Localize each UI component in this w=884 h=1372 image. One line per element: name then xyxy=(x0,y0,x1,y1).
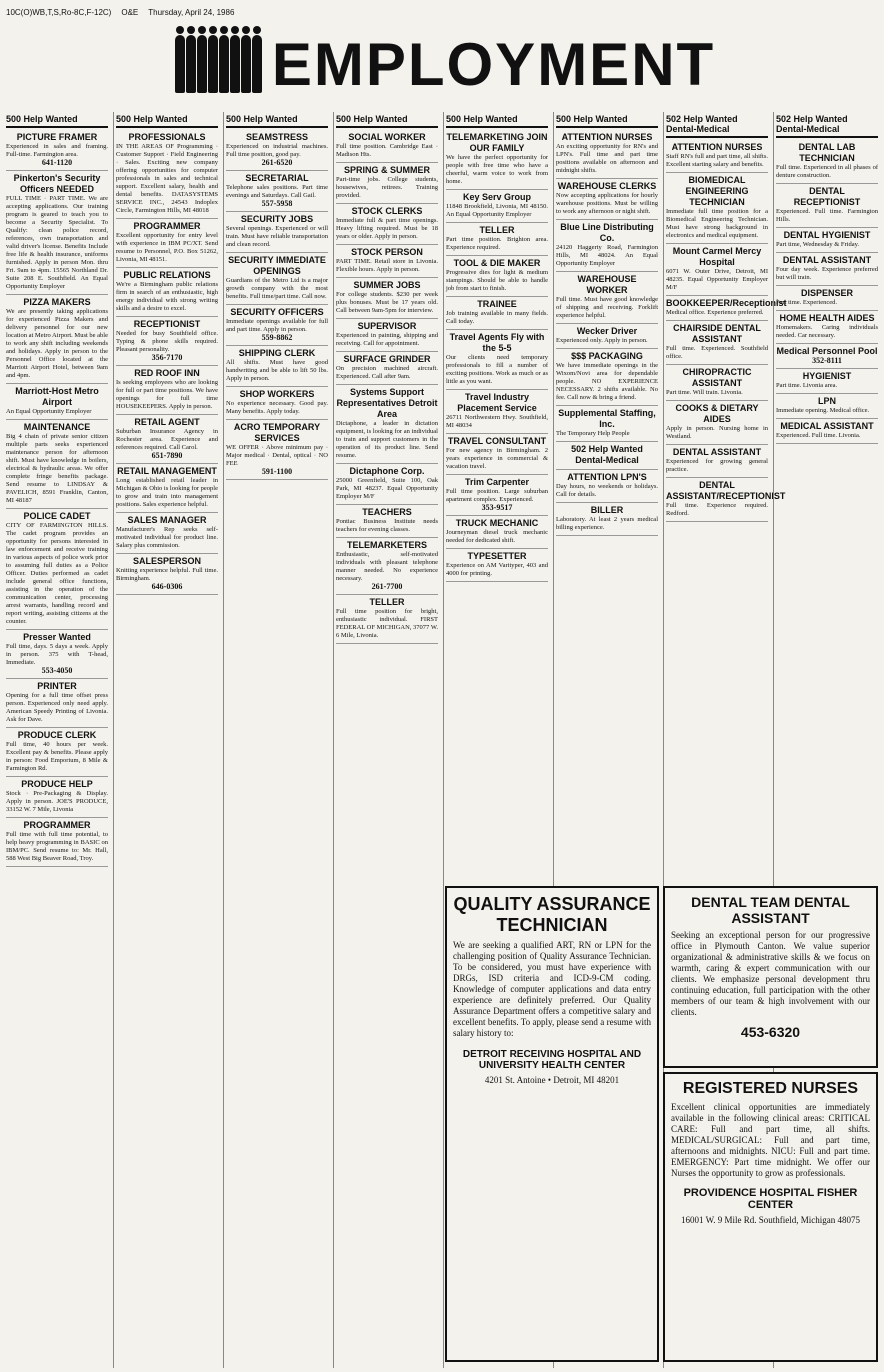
classified-ad xyxy=(226,171,328,212)
ad-body: Several openings. Experienced or will train. Must have reliable transportation and clean record. xyxy=(226,225,328,248)
ad-body: We have immediate openings in the Wixom/Novi area for dependable people. NO EXPERIENCE NECESSARY. 2 shifts available. No fee. Call now & bring a friend. xyxy=(556,362,658,401)
ad-title: Travel Agents Fly with the 5-5 xyxy=(449,332,545,353)
ad-title: TEACHERS xyxy=(362,507,412,517)
classified-ad xyxy=(336,204,438,245)
ad-phone: 646-0306 xyxy=(151,582,183,591)
ad-title: POLICE CADET xyxy=(23,511,91,521)
classified-ad xyxy=(6,818,108,867)
ad-body: Experienced for growing general practice. xyxy=(666,458,768,473)
ad-title: SHIPPING CLERK xyxy=(238,348,316,358)
classified-ad xyxy=(666,296,787,321)
ad-body: Full time, 40 hours per week. Excellent pay & benefits. Please apply in person: Food Emporium, 8 Mile & Farmington Rd. xyxy=(6,741,108,772)
ad-body: Telephone sales positions. Part time evenings and Saturdays. Call Gail. xyxy=(226,184,328,199)
classified-ad xyxy=(116,513,218,554)
classified-ad xyxy=(556,503,658,536)
ad-title: SPRING & SUMMER xyxy=(343,165,430,175)
nurses-ad-body: Excellent clinical opportunities are immediately available in the following clinical areas: CRITICAL CARE: Full and part time, all shifts. MEDICAL/SURGICAL: Full and part time, afternoons and midnights. NICU: Full and part time. EMERGENCY: Part time midnight. We offer our Nurses the opportunity to grow as professionals. xyxy=(671,1102,870,1178)
classified-ad xyxy=(336,278,438,319)
classified-column xyxy=(333,112,440,1368)
ad-body: Part-time jobs. College students, housewives, retirees. Training provided. xyxy=(336,176,438,199)
classified-ad xyxy=(556,470,658,503)
ad-body: Full time position. Cambridge East · Madison Hts. xyxy=(336,143,438,158)
classified-ad xyxy=(776,311,878,344)
ad-body: The Temporary Help People xyxy=(556,430,630,437)
ad-body: Experienced in painting, shipping and receiving. Call for appointment. xyxy=(336,332,438,347)
classified-ad xyxy=(226,130,328,171)
ad-body: No experience necessary. Good pay. Many benefits. Apply today. xyxy=(226,400,328,415)
ad-title: PICTURE FRAMER xyxy=(16,132,98,142)
classified-ad xyxy=(6,420,108,509)
classified-ad xyxy=(776,419,878,444)
classified-ad xyxy=(336,595,438,644)
ad-phone: 651-7890 xyxy=(151,451,183,460)
ad-title: ATTENTION LPN'S xyxy=(567,472,647,482)
classified-ad xyxy=(6,295,108,384)
column-heading: 500 Help Wanted xyxy=(446,112,548,128)
ad-title: TRAVEL CONSULTANT xyxy=(447,436,547,446)
ad-body: For new agency in Birmingham. 2 years experience in commercial & vacation travel. xyxy=(446,447,548,470)
section-title: EMPLOYMENT xyxy=(271,30,716,98)
classified-ad xyxy=(446,190,548,223)
ad-title: Mount Carmel Mercy Hospital xyxy=(672,246,762,267)
classified-ad xyxy=(666,478,786,522)
ad-title: HOME HEALTH AIDES xyxy=(779,313,875,323)
ad-body: Knitting experience helpful. Full time. Birmingham. xyxy=(116,567,218,582)
ad-body: Big 4 chain of private senior citizen multiple parts seeks experienced maintenance person for afternoon shift. Must have knowledge in boilers, electrical & hydraulic areas. We offer complete fringe benefits package. Send resume to LINDSAY & PAVELICH, 8591 Franklin, Canton, MI 48187 xyxy=(6,433,108,504)
ad-title: Travel Industry Placement Service xyxy=(457,392,537,413)
classified-ad xyxy=(556,324,658,349)
dental-ad-title: DENTAL TEAM DENTAL ASSISTANT xyxy=(691,894,850,926)
ad-body: Full time, days. 5 days a week. Apply in person. 375 with T-head, Immediate. xyxy=(6,643,108,666)
ad-body: Dictaphone, a leader in dictation equipment, is looking for an individual to train and support customers in the operation of its product line. Send resume. xyxy=(336,420,438,459)
ad-body: Part time, Wednesday & Friday. xyxy=(776,241,860,248)
ad-body: Laboratory. At least 2 years medical billing experience. xyxy=(556,516,658,531)
classified-ad xyxy=(336,538,438,595)
ad-title: SOCIAL WORKER xyxy=(348,132,426,142)
classified-ad xyxy=(776,228,878,253)
ad-title: Trim Carpenter xyxy=(464,477,530,487)
ad-title: Supplemental Staffing, Inc. xyxy=(558,408,656,429)
classified-ad xyxy=(116,415,218,464)
ad-title: PUBLIC RELATIONS xyxy=(123,270,211,280)
quality-ad-employer: DETROIT RECEIVING HOSPITAL AND UNIVERSITY HEALTH CENTER xyxy=(462,1049,642,1071)
classified-ad xyxy=(776,253,878,286)
classified-ad xyxy=(666,173,768,244)
classified-column xyxy=(4,112,110,1368)
classified-ad xyxy=(226,305,328,346)
classified-ad xyxy=(116,130,218,219)
ad-title: CHAIRSIDE DENTAL ASSISTANT xyxy=(673,323,761,344)
classified-ad xyxy=(6,777,108,818)
ad-title: SUPERVISOR xyxy=(357,321,417,331)
ad-title: SECRETARIAL xyxy=(245,173,309,183)
classified-column xyxy=(113,112,220,1368)
ad-phone: 352-8111 xyxy=(812,356,842,365)
column-heading: 500 Help Wanted xyxy=(226,112,328,128)
ad-body: Enthusiastic, self-motivated individuals with pleasant telephone manner needed. No experience necessary. xyxy=(336,551,438,582)
ad-title: Marriott-Host Metro Airport xyxy=(15,386,99,407)
ad-title: SECURITY OFFICERS xyxy=(230,307,324,317)
nurses-ad-title: REGISTERED NURSES xyxy=(682,1080,859,1097)
classified-ad xyxy=(446,223,548,256)
dental-team-ad xyxy=(663,886,878,1068)
ad-title: RED ROOF INN xyxy=(134,368,200,378)
classified-ad xyxy=(666,321,768,365)
classified-ad xyxy=(116,366,218,415)
ad-body: Experienced. Full time. Farmington Hills. xyxy=(776,208,878,223)
ad-title: PROGRAMMER xyxy=(23,820,91,830)
classified-ad xyxy=(446,475,548,516)
ad-body: Is seeking employees who are looking for full or part time positions. We have openings for full time HOUSEKEEPERS. Apply in person. xyxy=(116,379,218,410)
ad-title: TELLER xyxy=(479,225,515,235)
classified-ad xyxy=(336,385,438,464)
ad-title: DENTAL HYGIENIST xyxy=(783,230,871,240)
ad-body: Full time position for bright, enthusiastic individual. FIRST FEDERAL OF MICHIGAN, 37077 W. 6 Mile, Livonia. xyxy=(336,608,438,639)
classified-ad xyxy=(556,220,658,272)
classified-ad xyxy=(336,163,438,204)
ad-body: Full time. Must have good knowledge of shipping and receiving. Forklift experience helpful. xyxy=(556,296,658,319)
classified-ad xyxy=(336,245,438,278)
classified-ad xyxy=(446,434,548,475)
ad-body: Apply in person. Nursing home in Westland. xyxy=(666,425,768,440)
ad-title: ATTENTION NURSES xyxy=(561,132,653,142)
ad-title: CHIROPRACTIC ASSISTANT xyxy=(682,367,752,388)
ad-body: IN THE AREAS OF Programming · Customer Support · Field Engineering · Sales. Exciting new company offering opportunities for computer professionals in sales and technical support. Excellent salary, health and dental benefits. DATASYSTEMS SERVICE INC., 24543 Indoplex Circle, Farmington Hills, MI 48018 xyxy=(116,143,218,214)
column-heading: 502 Help Wanted Dental-Medical xyxy=(776,112,878,138)
ad-phone: 261-7700 xyxy=(371,582,403,591)
ad-title: BILLER xyxy=(590,505,624,515)
classified-ad xyxy=(226,387,328,420)
ad-title: PRODUCE CLERK xyxy=(17,730,97,740)
ad-body: WE OFFER · Above minimum pay · Major medical · Dental, optical · NO FEE xyxy=(226,444,328,467)
ad-title: Wecker Driver xyxy=(576,326,638,336)
ad-body: An Equal Opportunity Employer xyxy=(6,408,92,415)
nurses-ad-employer: PROVIDENCE HOSPITAL FISHER CENTER xyxy=(683,1187,858,1211)
ad-title: $$$ PACKAGING xyxy=(571,351,643,361)
ad-body: Four day week. Experience preferred but will train. xyxy=(776,266,878,281)
ad-title: DENTAL ASSISTANT xyxy=(782,255,872,265)
classified-ad xyxy=(666,445,768,478)
ad-title: SECURITY IMMEDIATE OPENINGS xyxy=(228,255,326,276)
classified-ad xyxy=(666,401,768,445)
ad-body: For college students. $230 per week plus bonuses. Must be 17 years old. Call between 9am-5pm for interview. xyxy=(336,291,438,314)
ad-body: Experienced. Full time. Livonia. xyxy=(776,432,861,439)
ad-title: WAREHOUSE CLERKS xyxy=(557,181,657,191)
classified-ad xyxy=(776,394,878,419)
ad-body: Full time. Experienced. Southfield office. xyxy=(666,345,768,360)
column-heading: 500 Help Wanted xyxy=(6,112,108,128)
ad-title: MEDICAL ASSISTANT xyxy=(780,421,874,431)
classified-ad xyxy=(776,140,878,184)
classified-ad xyxy=(446,256,548,297)
ad-title: Medical Personnel Pool xyxy=(776,346,878,356)
ad-title: Key Serv Group xyxy=(462,192,532,202)
ad-body: Part time. Livonia area. xyxy=(776,382,838,389)
ad-title: Blue Line Distributing Co. xyxy=(560,222,654,243)
ad-body: Immediate opening. Medical office. xyxy=(776,407,870,414)
classified-ad xyxy=(446,130,548,190)
paper-name: O&E xyxy=(121,7,139,17)
ad-title: DENTAL ASSISTANT xyxy=(672,447,762,457)
classified-ad xyxy=(556,442,658,470)
classified-ad xyxy=(116,219,218,268)
ad-title: PROFESSIONALS xyxy=(128,132,206,142)
classified-ad xyxy=(556,406,658,442)
ad-body: Full time. Experienced in all phases of denture construction. xyxy=(776,164,878,179)
ad-title: TOOL & DIE MAKER xyxy=(453,258,541,268)
ad-body: Opening for a full time offset press person. Experienced only need apply. American Speedy Printing of Livonia. Ask for Dave. xyxy=(6,692,108,723)
ad-title: SUMMER JOBS xyxy=(353,280,421,290)
ad-body: Needed for busy Southfield office. Typing & phone skills required. Pleasant personality. xyxy=(116,330,218,353)
classified-ad xyxy=(666,365,768,401)
classified-ad xyxy=(776,184,878,228)
classified-ad xyxy=(336,319,438,352)
classified-ad xyxy=(116,317,218,366)
ad-body: Experience on AM Varityper, 403 and 4000 for printing. xyxy=(446,562,548,577)
ad-body: Homemakers. Caring individuals needed. Car necessary. xyxy=(776,324,878,339)
classified-ad xyxy=(336,130,438,163)
classified-ad xyxy=(556,272,658,324)
classified-ad xyxy=(116,268,218,317)
classified-ad xyxy=(116,554,218,595)
ad-body: Staff RN's full and part time, all shifts. Excellent starting salary and benefits. xyxy=(666,153,768,168)
classified-ad xyxy=(446,516,548,549)
ad-phone: 353-9517 xyxy=(481,503,513,512)
ad-body: Immediate openings available for full and part time. Apply in person. xyxy=(226,318,328,333)
ad-body: Part time. Will train. Livonia. xyxy=(666,389,743,396)
ad-body: Manufacturer's Rep seeks self-motivated individual for product line. Salary plus commission. xyxy=(116,526,218,549)
classified-column xyxy=(223,112,330,1368)
ad-title: BIOMEDICAL ENGINEERING TECHNICIAN xyxy=(685,175,749,207)
ad-body: We're a Birmingham public relations firm in search of an enthusiastic, high energy individual with strong writing skills and a desire to excel. xyxy=(116,281,218,312)
classified-ad xyxy=(446,390,548,434)
ad-body: Medical office. Experience preferred. xyxy=(666,309,764,316)
classified-ad xyxy=(446,549,548,582)
ad-title: DISPENSER xyxy=(800,288,853,298)
ad-title: TRAINEE xyxy=(477,299,517,309)
ad-body: FULL TIME · PART TIME. We are accepting applications. Our training program is geared to teach you to become a Security Specialist. To Qualify: clean police record, references, own transportation and valid driver's license. Benefits Include free life & health insurance, uniforms furnished. Apply in person Mon. thru Fri. 9am to 4pm. 15565 Northland Dr. Suite 208 E. Southfield. An Equal Opportunity Employer xyxy=(6,195,108,290)
ad-title: DENTAL ASSISTANT/RECEPTIONIST xyxy=(666,480,786,501)
ad-title: PRODUCE HELP xyxy=(21,779,93,789)
ad-title: LPN xyxy=(818,396,836,406)
ad-title: TRUCK MECHANIC xyxy=(455,518,539,528)
crowd-illustration-icon xyxy=(175,35,262,93)
ad-title: PROGRAMMER xyxy=(133,221,201,231)
nurses-ad-address: 16001 W. 9 Mile Rd. Southfield, Michigan 48075 xyxy=(681,1215,860,1225)
ad-body: Progressive dies for light & medium stampings. Should be able to handle job from start to finish. xyxy=(446,269,548,292)
ad-body: Guardians of the Metro Ltd is a major growth company with the most benefits. Full time/part time. Call now. xyxy=(226,277,328,300)
ad-title: BOOKKEEPER/Receptionist xyxy=(666,298,787,308)
quality-ad-body: We are seeking a qualified ART, RN or LPN for the challenging position of Quality Assurance Technician. To be considered, you must have experience with DRGs, ISD criteria and ICD-9-CM coding. Knowledge of computer applications and data entry experience are definitely preferred. Our Quality Assurance Department offers a competitive salary and excellent benefits. To apply, please send a resume with salary history to: xyxy=(453,940,651,1038)
ad-body: Journeyman diesel truck mechanic needed for dedicated shift. xyxy=(446,529,548,544)
ad-title: DENTAL RECEPTIONIST xyxy=(793,186,861,207)
registered-nurses-ad xyxy=(663,1072,878,1362)
classified-ad xyxy=(776,369,878,394)
ad-body: Part time. Experienced. xyxy=(776,299,838,306)
ad-body: Our clients need temporary professionals to fill a number of exciting positions. Work as much or as little as you want. xyxy=(446,354,548,385)
quality-ad-address: 4201 St. Antoine • Detroit, MI 48201 xyxy=(484,1075,620,1085)
classified-ad xyxy=(446,297,548,330)
ad-title: ATTENTION NURSES xyxy=(671,142,763,152)
edition-code: 10C(O)WB,T,S,Ro-8C,F-12C) xyxy=(6,7,112,17)
ad-phone: 557-5958 xyxy=(261,199,293,208)
classified-ad xyxy=(556,349,658,406)
ad-body: CITY OF FARMINGTON HILLS. The cadet program provides an opportunity for persons interested in law enforcement and receive training in various aspects of police work prior to assuming full duties as a Police Officer. Duties performed as cadet include general office functions, assisting in the operation of the communication center, processing arrest warrants, handling record and report writing, assisting citizens at the counter. xyxy=(6,522,108,625)
ad-body: 26711 Northwestern Hwy. Southfield, MI 48034 xyxy=(446,414,548,429)
ad-title: SEAMSTRESS xyxy=(245,132,308,142)
ad-body: Experienced only. Apply in person. xyxy=(556,337,648,344)
column-heading: 500 Help Wanted xyxy=(116,112,218,128)
dental-ad-phone: 453-6320 xyxy=(740,1024,801,1040)
classified-ad xyxy=(6,679,108,728)
column-heading: 500 Help Wanted xyxy=(336,112,438,128)
ad-title: PIZZA MAKERS xyxy=(23,297,91,307)
ad-body: Now accepting applications for hourly warehouse positions. Must be willing to work any afternoon or night shift. xyxy=(556,192,658,215)
ad-phone: 356-7170 xyxy=(151,353,183,362)
ad-body: Excellent opportunity for entry level with experience in IBM PC/XT. Send resume to Personnel, P.O. Box 51262, Livonia, MI 48151. xyxy=(116,232,218,263)
ad-title: COOKS & DIETARY AIDES xyxy=(675,403,759,424)
classified-ad xyxy=(336,505,438,538)
classified-ad xyxy=(226,212,328,253)
ad-body: All shifts. Must have good handwriting and be able to lift 50 lbs. Apply in person. xyxy=(226,359,328,382)
ad-title: RETAIL AGENT xyxy=(134,417,200,427)
classified-ad xyxy=(6,509,108,630)
ad-body: PART TIME. Retail store in Livonia. Flexible hours. Apply in person. xyxy=(336,258,438,273)
ad-title: STOCK PERSON xyxy=(351,247,423,257)
ad-title: DENTAL LAB TECHNICIAN xyxy=(798,142,856,163)
ad-title: MAINTENANCE xyxy=(23,422,91,432)
ad-body: 24120 Haggerty Road, Farmington Hills, MI 48024. An Equal Opportunity Employer xyxy=(556,244,658,267)
ad-phone: 591-1100 xyxy=(261,467,293,476)
ad-body: Immediate full time position for a Biomedical Engineering Technician. Must have strong background in electronics and medical equipment. xyxy=(666,208,768,239)
classified-ad xyxy=(336,464,438,505)
page-header xyxy=(6,4,878,20)
ad-title: Systems Support Representatives Detroit Area xyxy=(336,387,438,419)
classified-ad xyxy=(6,728,108,777)
ad-body: Stock · Pre-Packaging & Display. Apply in person. JOE'S PRODUCE, 33152 W. 7 Mile, Livonia xyxy=(6,790,108,813)
column-heading: 502 Help Wanted Dental-Medical xyxy=(666,112,768,138)
ad-body: 6071 W. Outer Drive, Detroit, MI 48235. Equal Opportunity Employer M/F xyxy=(666,268,768,291)
ad-phone: 261-6520 xyxy=(261,158,293,167)
ad-title: SALESPERSON xyxy=(132,556,201,566)
classified-ad xyxy=(6,130,108,171)
classified-ad xyxy=(226,346,328,387)
quality-ad-title: QUALITY ASSURANCE TECHNICIAN xyxy=(453,894,651,935)
ad-body: Day hours, no weekends or holidays. Call for details. xyxy=(556,483,658,498)
ad-body: Pontiac Business Institute needs teachers for evening classes. xyxy=(336,518,438,533)
ad-body: We are presently taking applications for experienced Pizza Makers and delivery personnel for our new location at Metro Airport. Must be able to work any shift including weekends and holidays. Apply in person to the Personnel Office located at the Marriott Airport Hotel, between 9am and 4pm. xyxy=(6,308,108,379)
ad-body: Full time position. Large suburban apartment complex. Experienced. xyxy=(446,488,548,503)
classified-ad xyxy=(6,630,108,679)
quality-assurance-ad xyxy=(445,886,659,1362)
ad-title: TYPESETTER xyxy=(467,551,527,561)
classified-ad xyxy=(556,179,658,220)
ad-title: SURFACE GRINDER xyxy=(343,354,431,364)
section-banner xyxy=(120,20,770,108)
classified-ad xyxy=(6,384,108,420)
classified-ad xyxy=(776,344,878,369)
ad-body: Part time position. Brighton area. Experience required. xyxy=(446,236,548,251)
ad-title: STOCK CLERKS xyxy=(351,206,423,216)
classified-ad xyxy=(116,464,218,513)
ad-title: TELEMARKETERS xyxy=(346,540,427,550)
ad-phone: 559-8862 xyxy=(261,333,293,342)
classified-ad xyxy=(336,352,438,385)
ad-title: SALES MANAGER xyxy=(127,515,207,525)
ad-phone: 553-4050 xyxy=(41,666,73,675)
ad-body: On precision machined aircraft. Experienced. Call after 9am. xyxy=(336,365,438,380)
ad-title: 502 Help Wanted Dental-Medical xyxy=(571,444,643,465)
ad-title: RETAIL MANAGEMENT xyxy=(117,466,217,476)
ad-body: Full time with full time potential, to help heavy programming in BASIC on IBM/PC. Send resume to: Mr. Hall, 588 West Big Beaver Road, Troy. xyxy=(6,831,108,862)
classified-ad xyxy=(226,253,328,305)
ad-phone: 641-1120 xyxy=(41,158,73,167)
classified-ad xyxy=(556,130,658,179)
ad-title: Presser Wanted xyxy=(23,632,91,642)
ad-body: Suburban Insurance Agency in Rochester area. Experience and references required. Call Carol. xyxy=(116,428,218,451)
ad-body: 11848 Brookfield, Livonia, MI 48150. An Equal Opportunity Employer xyxy=(446,203,548,218)
ad-body: Long established retail leader in Michigan & Ohio is looking for people to grow and train into management positions. Sales experience helpful. xyxy=(116,477,218,508)
classified-ad xyxy=(6,171,108,295)
classified-ad xyxy=(666,244,768,296)
ad-title: RECEPTIONIST xyxy=(133,319,201,329)
ad-body: Experienced on industrial machines. Full time position, good pay. xyxy=(226,143,328,158)
ad-body: An exciting opportunity for RN's and LPN's. Full time and part time positions available on afternoon and midnight shifts. xyxy=(556,143,658,174)
classified-ad xyxy=(226,420,328,480)
column-heading: 500 Help Wanted xyxy=(556,112,658,128)
dental-ad-body: Seeking an exceptional person for our progressive office in Plymouth Canton. We value superior organizational & administrative skills & we focus on warmth, caring & expert communication with our clients. We emphasize personal development thru continuing education, full participation with the other members of our team & high involvement with our clients. xyxy=(671,930,870,1017)
ad-title: Dictaphone Corp. xyxy=(349,466,425,476)
ad-title: PRINTER xyxy=(37,681,77,691)
issue-date: Thursday, April 24, 1986 xyxy=(148,7,235,17)
ad-title: TELLER xyxy=(369,597,405,607)
ad-body: We have the perfect opportunity for people with free time who have a cheerful, warm voice to work from home. xyxy=(446,154,548,185)
ad-title: TELEMARKETING JOIN OUR FAMILY xyxy=(446,132,548,153)
ad-title: SECURITY JOBS xyxy=(240,214,314,224)
classified-ad xyxy=(666,140,768,173)
ad-body: Job training available in many fields. Call today. xyxy=(446,310,548,325)
ad-title: Pinkerton's Security Officers NEEDED xyxy=(13,173,101,194)
ad-body: 25000 Greenfield, Suite 100, Oak Park, MI 48237. Equal Opportunity Employer M/F xyxy=(336,477,438,500)
ad-body: Immediate full & part time openings. Heavy lifting required. Must be 18 years or older. Apply in person. xyxy=(336,217,438,240)
ad-body: Full time. Experience required. Redford. xyxy=(666,502,768,517)
ad-title: WAREHOUSE WORKER xyxy=(577,274,637,295)
ad-title: SHOP WORKERS xyxy=(239,389,315,399)
ad-title: ACRO TEMPORARY SERVICES xyxy=(233,422,321,443)
ad-title: HYGIENIST xyxy=(802,371,852,381)
classified-ad xyxy=(446,330,548,390)
ad-body: Experienced in sales and framing. Full-time. Farmington area. xyxy=(6,143,108,158)
classified-ad xyxy=(776,286,878,311)
